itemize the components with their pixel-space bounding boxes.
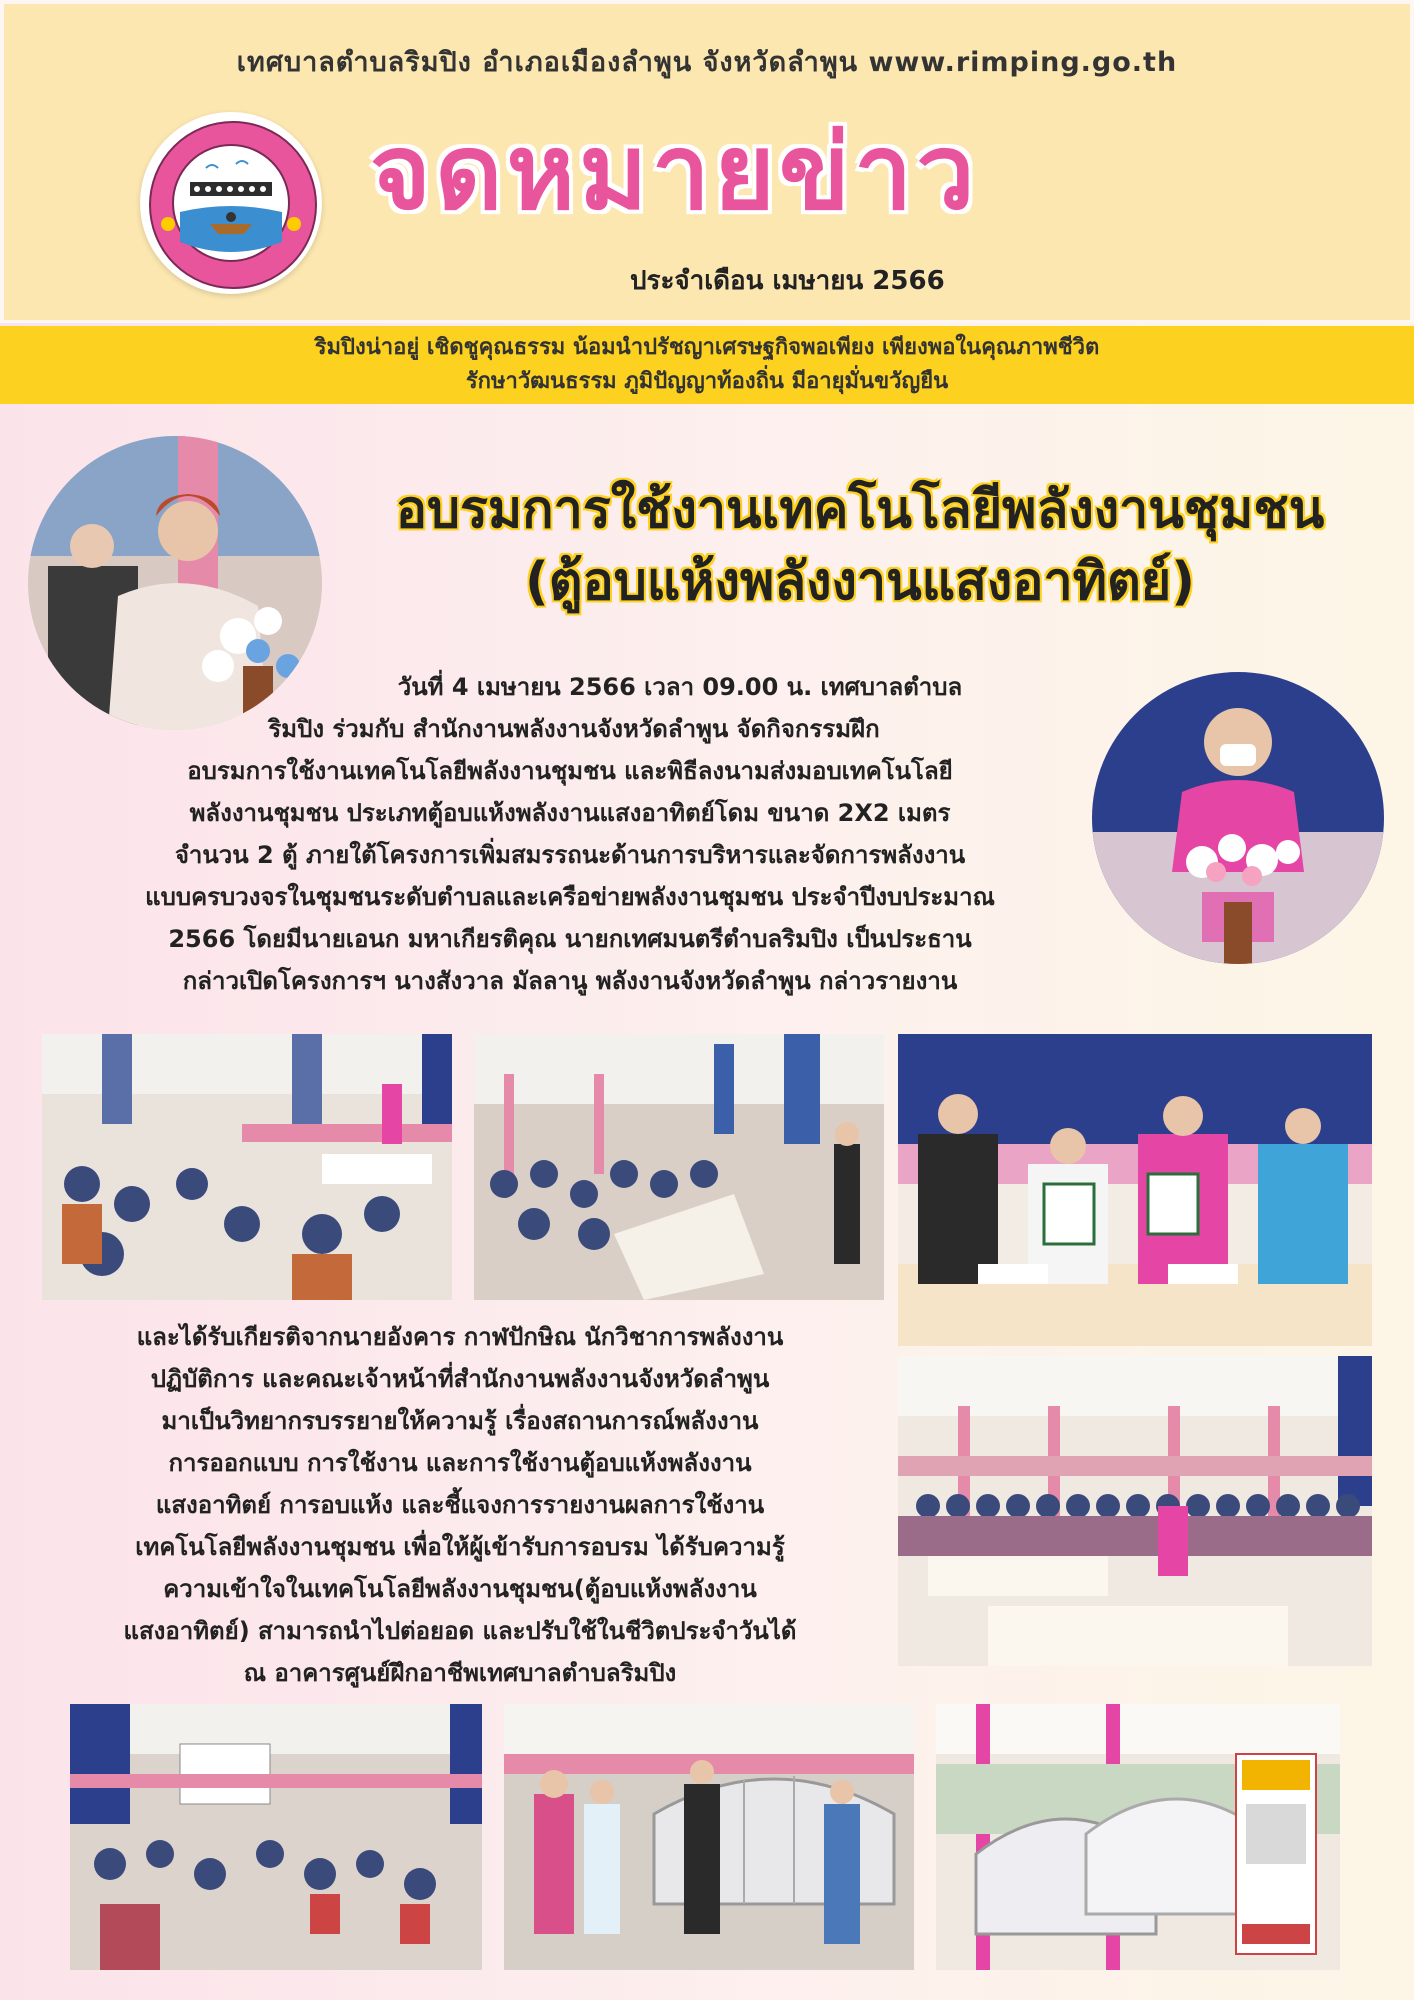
group-photo (898, 1356, 1372, 1666)
article-paragraph-2 (40, 1316, 880, 1694)
para2-line: ปฏิบัติการ และคณะเจ้าหน้าที่สำนักงานพลังงานจังหวัดลำพูน (150, 1365, 770, 1393)
para2-line: และได้รับเกียรติจากนายอังคาร กาฬปักษิณ นักวิชาการพลังงาน (136, 1323, 784, 1351)
motto-line-1: ริมปิงน่าอยู่ เชิดชูคุณธรรม น้อมนำปรัชญาเศรษฐกิจพอเพียง เพียงพอในคุณภาพชีวิต (314, 335, 1100, 360)
para2-line: ความเข้าใจในเทคโนโลยีพลังงานชุมชน(ตู้อบแห้งพลังงาน (163, 1575, 757, 1603)
lecture-photo (70, 1704, 482, 1970)
article-headline (330, 474, 1390, 618)
para2-line: การออกแบบ การใช้งาน และการใช้งานตู้อบแห้งพลังงาน (168, 1449, 752, 1477)
headline-line-1: อบรมการใช้งานเทคโนโลยีพลังงานชุมชน (395, 480, 1325, 540)
mayor-photo-circle (1092, 672, 1384, 964)
para2-line: แสงอาทิตย์) สามารถนำไปต่อยอด และปรับใช้ในชีวิตประจำวันได้ (123, 1617, 797, 1645)
organization-line: เทศบาลตำบลริมปิง อำเภอเมืองลำพูน จังหวัดลำพูน www.rimping.go.th (236, 47, 1178, 78)
para2-line: ณ อาคารศูนย์ฝึกอาชีพเทศบาลตำบลริมปิง (243, 1659, 677, 1687)
logo-emblem (140, 112, 322, 294)
para1-line: วันที่ 4 เมษายน 2566 เวลา 09.00 น. เทศบาลตำบล (397, 673, 963, 701)
motto-line-2: รักษาวัฒนธรรม ภูมิปัญญาท้องถิ่น มีอายุมั่นขวัญยืน (465, 369, 949, 394)
solar-dryer-demo-photo (504, 1704, 914, 1970)
training-photo-1 (42, 1034, 452, 1300)
motto-banner (0, 326, 1414, 404)
newsletter-title: จดหมายข่าว (370, 111, 979, 233)
para1-line: แบบครบวงจรในชุมชนระดับตำบลและเครือข่ายพลังงานชุมชน ประจำปีงบประมาณ (145, 883, 995, 911)
para1-line: ริมปิง ร่วมกับ สำนักงานพลังงานจังหวัดลำพูน จัดกิจกรรมฝึก (268, 715, 880, 743)
para1-line: กล่าวเปิดโครงการฯ นางสังวาล มัลลานู พลังงานจังหวัดลำพูน กล่าวรายงาน (182, 967, 958, 995)
para1-line: จำนวน 2 ตู้ ภายใต้โครงการเพิ่มสมรรถนะด้านการบริหารและจัดการพลังงาน (174, 841, 966, 869)
para2-line: แสงอาทิตย์ การอบแห้ง และชี้แจงการรายงานผลการใช้งาน (155, 1491, 765, 1519)
article-paragraph-1 (40, 666, 1100, 1002)
para2-line: มาเป็นวิทยากรบรรยายให้ความรู้ เรื่องสถานการณ์พลังงาน (161, 1407, 759, 1435)
solar-dryer-display-photo (936, 1704, 1340, 1970)
para1-line: อบรมการใช้งานเทคโนโลยีพลังงานชุมชน และพิธีลงนามส่งมอบเทคโนโลยี (187, 757, 953, 785)
headline-line-2: (ตู้อบแห้งพลังงานแสงอาทิตย์) (525, 552, 1195, 612)
para2-line: เทคโนโลยีพลังงานชุมชน เพื่อให้ผู้เข้ารับการอบรม ได้รับความรู้ (135, 1533, 785, 1561)
para1-line: พลังงานชุมชน ประเภทตู้อบแห้งพลังงานแสงอาทิตย์โดม ขนาด 2X2 เมตร (189, 799, 951, 827)
signing-ceremony-photo (898, 1034, 1372, 1346)
issue-date: ประจำเดือน เมษายน 2566 (630, 266, 945, 296)
training-photo-2 (474, 1034, 884, 1300)
para1-line: 2566 โดยมีนายเอนก มหาเกียรติคุณ นายกเทศมนตรีตำบลริมปิง เป็นประธาน (168, 925, 972, 953)
municipality-logo (140, 112, 322, 294)
